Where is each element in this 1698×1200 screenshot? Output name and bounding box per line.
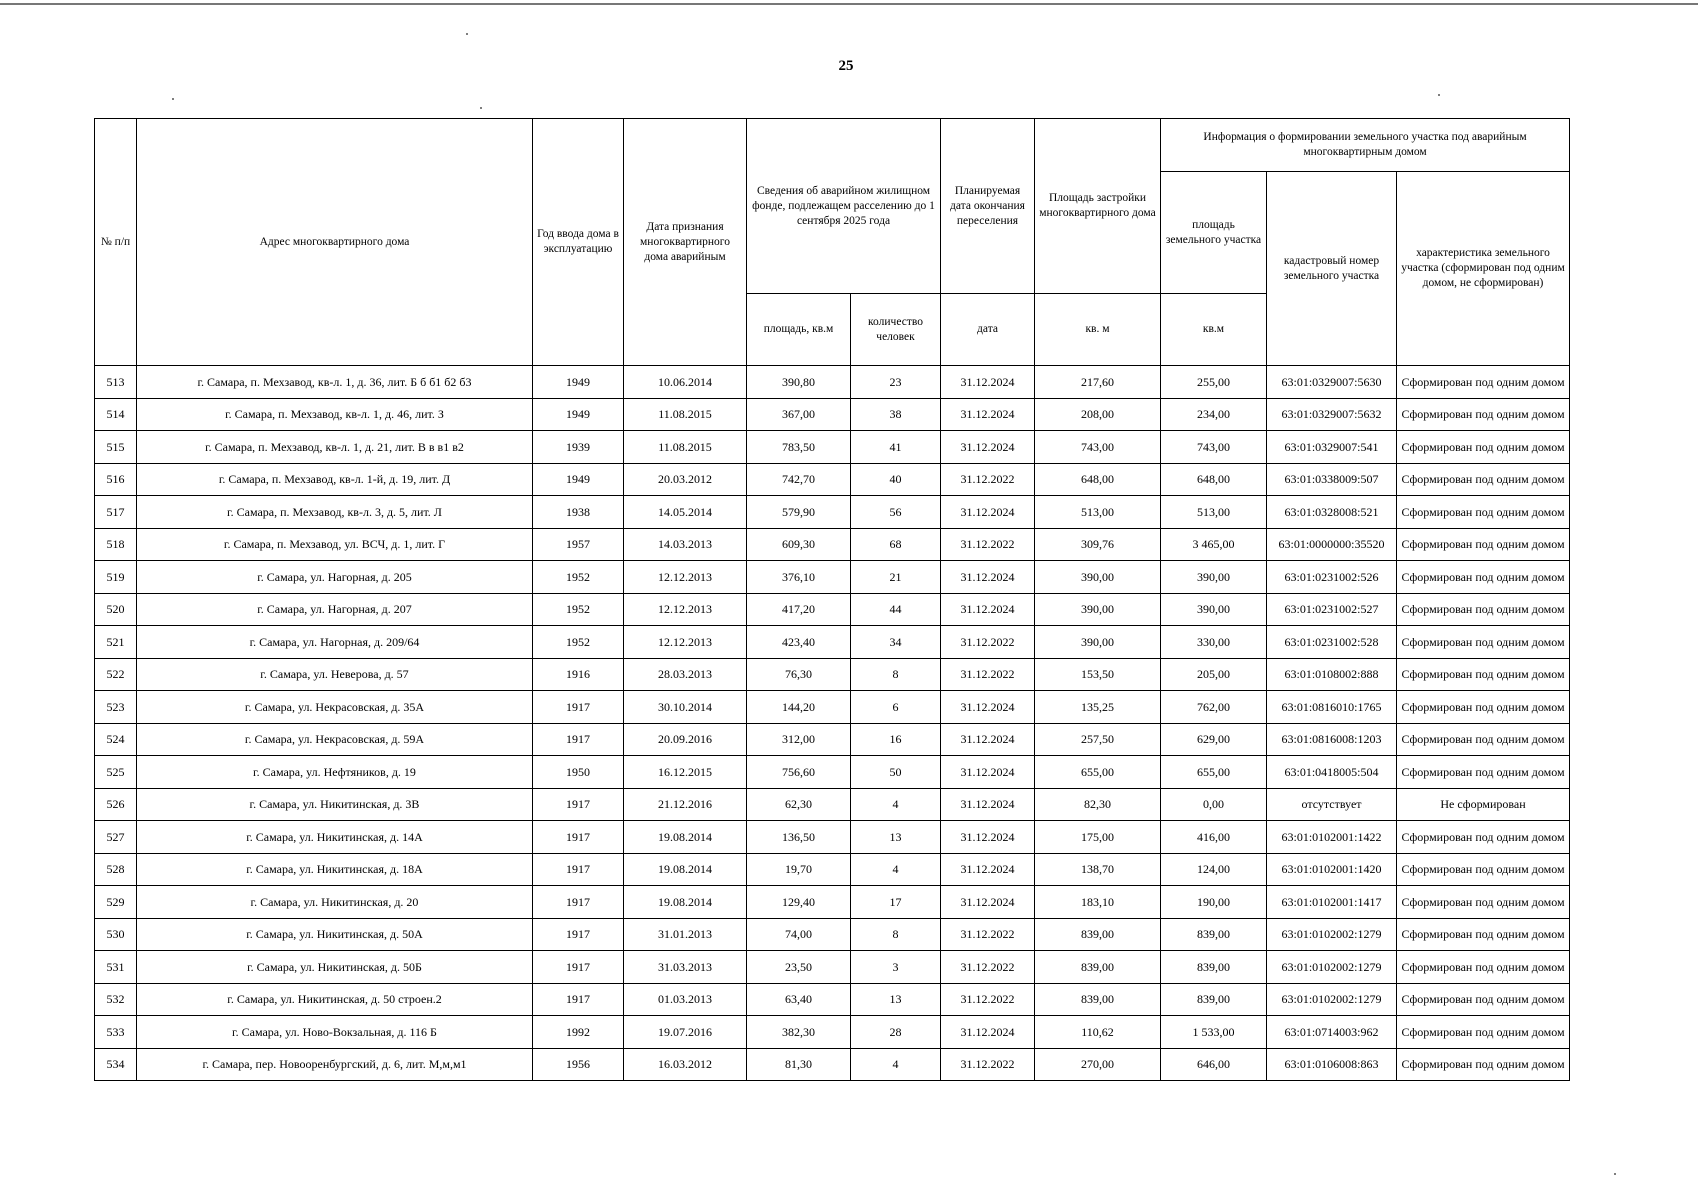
page-number: 25	[838, 58, 854, 74]
built-area-cell: 513,00	[1035, 496, 1161, 529]
row-number-cell: 514	[95, 398, 137, 431]
cadastral-number-cell: 63:01:0329007:5630	[1267, 366, 1397, 399]
planned-date-cell: 31.12.2024	[941, 886, 1035, 919]
land-area-cell: 3 465,00	[1161, 528, 1267, 561]
people-count-cell: 17	[851, 886, 941, 919]
area-cell: 417,20	[747, 593, 851, 626]
area-cell: 76,30	[747, 658, 851, 691]
recognition-date-cell: 12.12.2013	[624, 561, 747, 594]
planned-date-cell: 31.12.2024	[941, 756, 1035, 789]
land-area-cell: 255,00	[1161, 366, 1267, 399]
people-count-cell: 23	[851, 366, 941, 399]
scan-speck	[480, 107, 482, 109]
area-cell: 609,30	[747, 528, 851, 561]
address-cell: г. Самара, п. Мехзавод, кв-л. 3, д. 5, лит. Л	[137, 496, 533, 529]
year-cell: 1916	[533, 658, 624, 691]
area-cell: 312,00	[747, 723, 851, 756]
people-count-cell: 4	[851, 788, 941, 821]
address-cell: г. Самара, ул. Некрасовская, д. 35А	[137, 691, 533, 724]
year-cell: 1949	[533, 398, 624, 431]
year-cell: 1917	[533, 853, 624, 886]
people-count-cell: 6	[851, 691, 941, 724]
table-row	[95, 788, 1570, 821]
header-land-characteristic: характеристика земельного участка (сформирован под одним домом, не сформирован)	[1397, 172, 1570, 366]
year-cell: 1917	[533, 691, 624, 724]
built-area-cell: 839,00	[1035, 918, 1161, 951]
cadastral-number-cell: 63:01:0102001:1420	[1267, 853, 1397, 886]
row-number-cell: 522	[95, 658, 137, 691]
year-cell: 1950	[533, 756, 624, 789]
built-area-cell: 257,50	[1035, 723, 1161, 756]
planned-date-cell: 31.12.2024	[941, 788, 1035, 821]
address-cell: г. Самара, ул. Ново-Вокзальная, д. 116 Б	[137, 1016, 533, 1049]
area-cell: 783,50	[747, 431, 851, 464]
year-cell: 1917	[533, 918, 624, 951]
planned-date-cell: 31.12.2022	[941, 658, 1035, 691]
address-cell: г. Самара, ул. Нагорная, д. 205	[137, 561, 533, 594]
built-area-cell: 270,00	[1035, 1048, 1161, 1081]
land-area-cell: 205,00	[1161, 658, 1267, 691]
planned-date-cell: 31.12.2024	[941, 593, 1035, 626]
land-area-cell: 190,00	[1161, 886, 1267, 919]
year-cell: 1917	[533, 951, 624, 984]
header-cadastral: кадастровый номер земельного участка	[1267, 172, 1397, 366]
land-area-cell: 743,00	[1161, 431, 1267, 464]
subheader-people: количество человек	[851, 294, 941, 366]
built-area-cell: 183,10	[1035, 886, 1161, 919]
area-cell: 579,90	[747, 496, 851, 529]
recognition-date-cell: 11.08.2015	[624, 398, 747, 431]
table-row	[95, 918, 1570, 951]
row-number-cell: 518	[95, 528, 137, 561]
planned-date-cell: 31.12.2022	[941, 463, 1035, 496]
planned-date-cell: 31.12.2024	[941, 496, 1035, 529]
row-number-cell: 515	[95, 431, 137, 464]
people-count-cell: 41	[851, 431, 941, 464]
address-cell: г. Самара, п. Мехзавод, кв-л. 1, д. 46, лит. З	[137, 398, 533, 431]
cadastral-number-cell: 63:01:0102002:1279	[1267, 983, 1397, 1016]
area-cell: 382,30	[747, 1016, 851, 1049]
header-fund-group: Сведения об аварийном жилищном фонде, подлежащем расселению до 1 сентября 2025 года	[747, 119, 941, 294]
emergency-housing-table	[94, 118, 1570, 1081]
people-count-cell: 34	[851, 626, 941, 659]
table-row	[95, 463, 1570, 496]
built-area-cell: 110,62	[1035, 1016, 1161, 1049]
row-number-cell: 525	[95, 756, 137, 789]
scan-top-rule	[0, 3, 1698, 5]
cadastral-number-cell: 63:01:0000000:35520	[1267, 528, 1397, 561]
row-number-cell: 530	[95, 918, 137, 951]
row-number-cell: 521	[95, 626, 137, 659]
planned-date-cell: 31.12.2022	[941, 918, 1035, 951]
year-cell: 1952	[533, 593, 624, 626]
land-status-cell: Сформирован под одним домом	[1397, 431, 1570, 464]
people-count-cell: 38	[851, 398, 941, 431]
row-number-cell: 528	[95, 853, 137, 886]
area-cell: 81,30	[747, 1048, 851, 1081]
table-row	[95, 366, 1570, 399]
row-number-cell: 531	[95, 951, 137, 984]
built-area-cell: 839,00	[1035, 983, 1161, 1016]
land-status-cell: Не сформирован	[1397, 788, 1570, 821]
address-cell: г. Самара, ул. Никитинская, д. 18А	[137, 853, 533, 886]
year-cell: 1917	[533, 788, 624, 821]
subheader-date: дата	[941, 294, 1035, 366]
people-count-cell: 16	[851, 723, 941, 756]
land-area-cell: 839,00	[1161, 983, 1267, 1016]
year-cell: 1917	[533, 983, 624, 1016]
land-status-cell: Сформирован под одним домом	[1397, 626, 1570, 659]
address-cell: г. Самара, ул. Никитинская, д. 3В	[137, 788, 533, 821]
built-area-cell: 82,30	[1035, 788, 1161, 821]
row-number-cell: 533	[95, 1016, 137, 1049]
year-cell: 1949	[533, 463, 624, 496]
people-count-cell: 4	[851, 853, 941, 886]
table-row	[95, 951, 1570, 984]
built-area-cell: 648,00	[1035, 463, 1161, 496]
year-cell: 1917	[533, 821, 624, 854]
recognition-date-cell: 19.08.2014	[624, 821, 747, 854]
land-area-cell: 0,00	[1161, 788, 1267, 821]
cadastral-number-cell: 63:01:0102002:1279	[1267, 918, 1397, 951]
people-count-cell: 8	[851, 658, 941, 691]
year-cell: 1952	[533, 561, 624, 594]
address-cell: г. Самара, п. Мехзавод, кв-л. 1, д. 21, лит. В в в1 в2	[137, 431, 533, 464]
built-area-cell: 217,60	[1035, 366, 1161, 399]
area-cell: 129,40	[747, 886, 851, 919]
cadastral-number-cell: 63:01:0338009:507	[1267, 463, 1397, 496]
recognition-date-cell: 21.12.2016	[624, 788, 747, 821]
land-status-cell: Сформирован под одним домом	[1397, 983, 1570, 1016]
address-cell: г. Самара, пер. Новооренбургский, д. 6, лит. М,м,м1	[137, 1048, 533, 1081]
people-count-cell: 40	[851, 463, 941, 496]
built-area-cell: 153,50	[1035, 658, 1161, 691]
table-row	[95, 658, 1570, 691]
land-status-cell: Сформирован под одним домом	[1397, 561, 1570, 594]
area-cell: 423,40	[747, 626, 851, 659]
area-cell: 19,70	[747, 853, 851, 886]
table-row	[95, 593, 1570, 626]
header-planned-date: Планируемая дата окончания переселения	[941, 119, 1035, 294]
area-cell: 367,00	[747, 398, 851, 431]
row-number-cell: 524	[95, 723, 137, 756]
table-row	[95, 398, 1570, 431]
row-number-cell: 519	[95, 561, 137, 594]
recognition-date-cell: 19.08.2014	[624, 886, 747, 919]
land-status-cell: Сформирован под одним домом	[1397, 691, 1570, 724]
land-status-cell: Сформирован под одним домом	[1397, 853, 1570, 886]
address-cell: г. Самара, п. Мехзавод, ул. ВСЧ, д. 1, лит. Г	[137, 528, 533, 561]
built-area-cell: 175,00	[1035, 821, 1161, 854]
row-number-cell: 516	[95, 463, 137, 496]
land-status-cell: Сформирован под одним домом	[1397, 1048, 1570, 1081]
header-year: Год ввода дома в эксплуатацию	[533, 119, 624, 366]
cadastral-number-cell: 63:01:0231002:527	[1267, 593, 1397, 626]
recognition-date-cell: 11.08.2015	[624, 431, 747, 464]
cadastral-number-cell: 63:01:0106008:863	[1267, 1048, 1397, 1081]
row-number-cell: 523	[95, 691, 137, 724]
header-land-group: Информация о формировании земельного участка под аварийным многоквартирным домом	[1161, 119, 1570, 172]
land-area-cell: 839,00	[1161, 918, 1267, 951]
land-area-cell: 124,00	[1161, 853, 1267, 886]
row-number-cell: 527	[95, 821, 137, 854]
scan-speck	[466, 33, 468, 35]
recognition-date-cell: 16.03.2012	[624, 1048, 747, 1081]
address-cell: г. Самара, ул. Никитинская, д. 50 строен.2	[137, 983, 533, 1016]
land-area-cell: 234,00	[1161, 398, 1267, 431]
planned-date-cell: 31.12.2024	[941, 1016, 1035, 1049]
people-count-cell: 21	[851, 561, 941, 594]
address-cell: г. Самара, ул. Никитинская, д. 14А	[137, 821, 533, 854]
address-cell: г. Самара, ул. Нагорная, д. 209/64	[137, 626, 533, 659]
table-row	[95, 528, 1570, 561]
row-number-cell: 532	[95, 983, 137, 1016]
planned-date-cell: 31.12.2022	[941, 951, 1035, 984]
land-area-cell: 629,00	[1161, 723, 1267, 756]
land-area-cell: 839,00	[1161, 951, 1267, 984]
address-cell: г. Самара, п. Мехзавод, кв-л. 1-й, д. 19, лит. Д	[137, 463, 533, 496]
address-cell: г. Самара, ул. Нефтяников, д. 19	[137, 756, 533, 789]
land-status-cell: Сформирован под одним домом	[1397, 918, 1570, 951]
address-cell: г. Самара, ул. Нагорная, д. 207	[137, 593, 533, 626]
recognition-date-cell: 31.01.2013	[624, 918, 747, 951]
land-status-cell: Сформирован под одним домом	[1397, 1016, 1570, 1049]
planned-date-cell: 31.12.2024	[941, 366, 1035, 399]
address-cell: г. Самара, ул. Никитинская, д. 50Б	[137, 951, 533, 984]
table-row	[95, 983, 1570, 1016]
land-status-cell: Сформирован под одним домом	[1397, 528, 1570, 561]
row-number-cell: 517	[95, 496, 137, 529]
cadastral-number-cell: 63:01:0714003:962	[1267, 1016, 1397, 1049]
people-count-cell: 13	[851, 983, 941, 1016]
area-cell: 136,50	[747, 821, 851, 854]
built-area-cell: 390,00	[1035, 593, 1161, 626]
cadastral-number-cell: 63:01:0102001:1417	[1267, 886, 1397, 919]
recognition-date-cell: 14.03.2013	[624, 528, 747, 561]
built-area-cell: 135,25	[1035, 691, 1161, 724]
recognition-date-cell: 12.12.2013	[624, 593, 747, 626]
year-cell: 1956	[533, 1048, 624, 1081]
cadastral-number-cell: 63:01:0329007:541	[1267, 431, 1397, 464]
table-row	[95, 431, 1570, 464]
area-cell: 144,20	[747, 691, 851, 724]
year-cell: 1992	[533, 1016, 624, 1049]
row-number-cell: 520	[95, 593, 137, 626]
table-row	[95, 1016, 1570, 1049]
planned-date-cell: 31.12.2024	[941, 821, 1035, 854]
area-cell: 62,30	[747, 788, 851, 821]
year-cell: 1949	[533, 366, 624, 399]
recognition-date-cell: 01.03.2013	[624, 983, 747, 1016]
cadastral-number-cell: 63:01:0231002:528	[1267, 626, 1397, 659]
built-area-cell: 390,00	[1035, 561, 1161, 594]
people-count-cell: 50	[851, 756, 941, 789]
planned-date-cell: 31.12.2022	[941, 1048, 1035, 1081]
table-row	[95, 496, 1570, 529]
people-count-cell: 8	[851, 918, 941, 951]
cadastral-number-cell: 63:01:0102002:1279	[1267, 951, 1397, 984]
cadastral-number-cell: отсутствует	[1267, 788, 1397, 821]
people-count-cell: 3	[851, 951, 941, 984]
land-area-cell: 330,00	[1161, 626, 1267, 659]
area-cell: 390,80	[747, 366, 851, 399]
land-status-cell: Сформирован под одним домом	[1397, 496, 1570, 529]
year-cell: 1957	[533, 528, 624, 561]
table-row	[95, 853, 1570, 886]
table-row	[95, 691, 1570, 724]
land-status-cell: Сформирован под одним домом	[1397, 821, 1570, 854]
planned-date-cell: 31.12.2024	[941, 723, 1035, 756]
recognition-date-cell: 19.07.2016	[624, 1016, 747, 1049]
land-status-cell: Сформирован под одним домом	[1397, 951, 1570, 984]
cadastral-number-cell: 63:01:0329007:5632	[1267, 398, 1397, 431]
land-area-cell: 390,00	[1161, 561, 1267, 594]
land-area-cell: 648,00	[1161, 463, 1267, 496]
header-land-area: площадь земельного участка	[1161, 172, 1267, 294]
land-status-cell: Сформирован под одним домом	[1397, 398, 1570, 431]
land-status-cell: Сформирован под одним домом	[1397, 463, 1570, 496]
row-number-cell: 526	[95, 788, 137, 821]
land-area-cell: 416,00	[1161, 821, 1267, 854]
year-cell: 1952	[533, 626, 624, 659]
land-status-cell: Сформирован под одним домом	[1397, 658, 1570, 691]
subheader-area: площадь, кв.м	[747, 294, 851, 366]
land-status-cell: Сформирован под одним домом	[1397, 886, 1570, 919]
land-area-cell: 1 533,00	[1161, 1016, 1267, 1049]
address-cell: г. Самара, ул. Неверова, д. 57	[137, 658, 533, 691]
cadastral-number-cell: 63:01:0102001:1422	[1267, 821, 1397, 854]
planned-date-cell: 31.12.2022	[941, 983, 1035, 1016]
land-area-cell: 762,00	[1161, 691, 1267, 724]
cadastral-number-cell: 63:01:0231002:526	[1267, 561, 1397, 594]
scan-speck	[1614, 1173, 1616, 1175]
built-area-cell: 138,70	[1035, 853, 1161, 886]
address-cell: г. Самара, ул. Некрасовская, д. 59А	[137, 723, 533, 756]
table-row	[95, 626, 1570, 659]
year-cell: 1917	[533, 723, 624, 756]
year-cell: 1939	[533, 431, 624, 464]
table-row	[95, 561, 1570, 594]
land-area-cell: 646,00	[1161, 1048, 1267, 1081]
recognition-date-cell: 20.09.2016	[624, 723, 747, 756]
cadastral-number-cell: 63:01:0418005:504	[1267, 756, 1397, 789]
row-number-cell: 529	[95, 886, 137, 919]
cadastral-number-cell: 63:01:0328008:521	[1267, 496, 1397, 529]
cadastral-number-cell: 63:01:0108002:888	[1267, 658, 1397, 691]
land-area-cell: 390,00	[1161, 593, 1267, 626]
table-row	[95, 886, 1570, 919]
planned-date-cell: 31.12.2024	[941, 431, 1035, 464]
planned-date-cell: 31.12.2022	[941, 626, 1035, 659]
people-count-cell: 28	[851, 1016, 941, 1049]
table-row	[95, 756, 1570, 789]
area-cell: 23,50	[747, 951, 851, 984]
recognition-date-cell: 16.12.2015	[624, 756, 747, 789]
year-cell: 1917	[533, 886, 624, 919]
address-cell: г. Самара, п. Мехзавод, кв-л. 1, д. 36, лит. Б б б1 б2 б3	[137, 366, 533, 399]
area-cell: 742,70	[747, 463, 851, 496]
recognition-date-cell: 28.03.2013	[624, 658, 747, 691]
people-count-cell: 56	[851, 496, 941, 529]
recognition-date-cell: 14.05.2014	[624, 496, 747, 529]
recognition-date-cell: 19.08.2014	[624, 853, 747, 886]
planned-date-cell: 31.12.2022	[941, 528, 1035, 561]
planned-date-cell: 31.12.2024	[941, 691, 1035, 724]
table-header	[95, 119, 1570, 366]
scan-speck	[172, 98, 174, 100]
subheader-built-unit: кв. м	[1035, 294, 1161, 366]
recognition-date-cell: 20.03.2012	[624, 463, 747, 496]
header-address: Адрес многоквартирного дома	[137, 119, 533, 366]
built-area-cell: 208,00	[1035, 398, 1161, 431]
header-built-area: Площадь застройки многоквартирного дома	[1035, 119, 1161, 294]
table-row	[95, 1048, 1570, 1081]
recognition-date-cell: 10.06.2014	[624, 366, 747, 399]
header-number: № п/п	[95, 119, 137, 366]
area-cell: 63,40	[747, 983, 851, 1016]
land-status-cell: Сформирован под одним домом	[1397, 593, 1570, 626]
area-cell: 756,60	[747, 756, 851, 789]
table-body	[95, 366, 1570, 1081]
built-area-cell: 390,00	[1035, 626, 1161, 659]
land-status-cell: Сформирован под одним домом	[1397, 756, 1570, 789]
year-cell: 1938	[533, 496, 624, 529]
row-number-cell: 513	[95, 366, 137, 399]
planned-date-cell: 31.12.2024	[941, 853, 1035, 886]
built-area-cell: 743,00	[1035, 431, 1161, 464]
row-number-cell: 534	[95, 1048, 137, 1081]
recognition-date-cell: 12.12.2013	[624, 626, 747, 659]
people-count-cell: 44	[851, 593, 941, 626]
built-area-cell: 655,00	[1035, 756, 1161, 789]
people-count-cell: 4	[851, 1048, 941, 1081]
area-cell: 74,00	[747, 918, 851, 951]
scan-speck	[1438, 94, 1440, 96]
people-count-cell: 13	[851, 821, 941, 854]
cadastral-number-cell: 63:01:0816010:1765	[1267, 691, 1397, 724]
area-cell: 376,10	[747, 561, 851, 594]
built-area-cell: 309,76	[1035, 528, 1161, 561]
recognition-date-cell: 31.03.2013	[624, 951, 747, 984]
land-area-cell: 655,00	[1161, 756, 1267, 789]
address-cell: г. Самара, ул. Никитинская, д. 20	[137, 886, 533, 919]
table-row	[95, 723, 1570, 756]
land-status-cell: Сформирован под одним домом	[1397, 723, 1570, 756]
built-area-cell: 839,00	[1035, 951, 1161, 984]
address-cell: г. Самара, ул. Никитинская, д. 50А	[137, 918, 533, 951]
header-recognition-date: Дата признания многоквартирного дома аварийным	[624, 119, 747, 366]
land-status-cell: Сформирован под одним домом	[1397, 366, 1570, 399]
planned-date-cell: 31.12.2024	[941, 561, 1035, 594]
cadastral-number-cell: 63:01:0816008:1203	[1267, 723, 1397, 756]
recognition-date-cell: 30.10.2014	[624, 691, 747, 724]
table-row	[95, 821, 1570, 854]
land-area-cell: 513,00	[1161, 496, 1267, 529]
subheader-land-unit: кв.м	[1161, 294, 1267, 366]
planned-date-cell: 31.12.2024	[941, 398, 1035, 431]
people-count-cell: 68	[851, 528, 941, 561]
